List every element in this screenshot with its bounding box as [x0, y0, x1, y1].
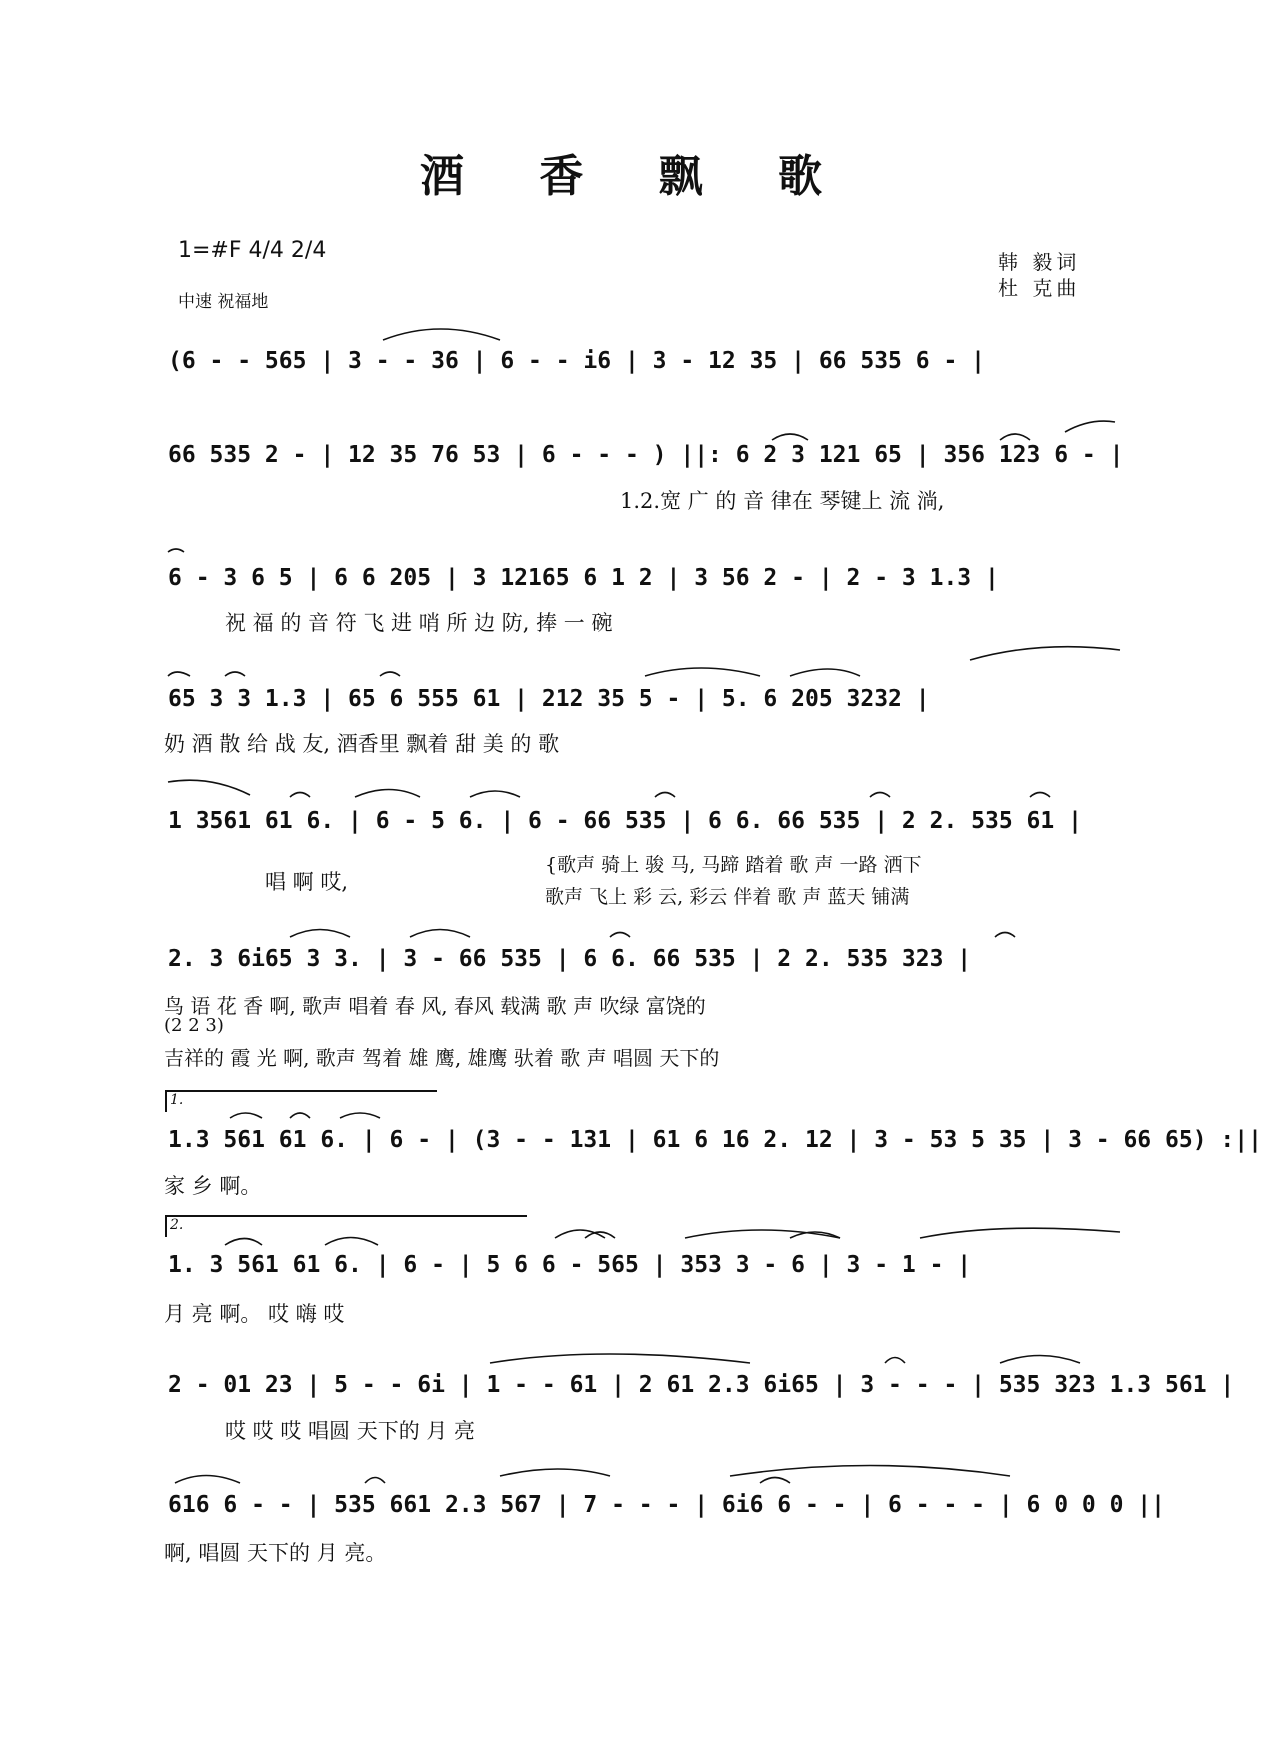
lyric-line-6-alt-notes: (2 2 3): [164, 1015, 224, 1036]
page-title: 酒 香 飘 歌: [420, 151, 852, 202]
lyric-line-9: 哎 哎 哎 唱圆 天下的 月 亮: [225, 1419, 476, 1443]
tempo-marking: 中速 祝福地: [178, 292, 269, 312]
composer-credit: 杜 克曲: [998, 276, 1081, 300]
score-line-6: 2. 3 6i65 3 3. | 3 - 66 535 | 6 6. 66 535 | 2 2. 535 323 |: [168, 946, 972, 972]
score-line-9: 2 - 01 23 | 5 - - 6i | 1 - - 61 | 2 61 2.3 6i65 | 3 - - - | 535 323 1.3 561 |: [168, 1372, 1235, 1398]
key-signature: 1=#F 4/4 2/4: [178, 238, 327, 263]
score-line-8: 1. 3 561 61 6. | 6 - | 5 6 6 - 565 | 353 3 - 6 | 3 - 1 - |: [168, 1252, 972, 1278]
lyric-line-5b: {歌声 骑上 骏 马, 马蹄 踏着 歌 声 一路 洒下: [545, 854, 922, 876]
score-line-5: 1 3561 61 6. | 6 - 5 6. | 6 - 66 535 | 6 6. 66 535 | 2 2. 535 61 |: [168, 808, 1082, 834]
score-line-2: 66 535 2 - | 12 35 76 53 | 6 - - - ) ||: 6 2 3 121 65 | 356 123 6 - |: [168, 442, 1124, 468]
second-ending-label: 2.: [170, 1217, 184, 1233]
score-line-7: 1.3 561 61 6. | 6 - | (3 - - 131 | 61 6 16 2. 12 | 3 - 53 5 35 | 3 - 66 65) :||: [168, 1127, 1262, 1153]
lyric-line-4: 奶 酒 散 给 战 友, 酒香里 飘着 甜 美 的 歌: [164, 732, 560, 756]
lyric-line-7: 家 乡 啊。: [164, 1174, 262, 1198]
lyric-line-8: 月 亮 啊。 哎 嗨 哎: [164, 1302, 345, 1326]
lyric-line-3: 祝 福 的 音 符 飞 进 哨 所 边 防, 捧 一 碗: [225, 611, 613, 635]
first-ending-label: 1.: [170, 1092, 184, 1108]
lyric-line-5c: 歌声 飞上 彩 云, 彩云 伴着 歌 声 蓝天 铺满: [545, 886, 910, 908]
score-line-1: (6 - - 565 | 3 - - 36 | 6 - - i6 | 3 - 12 35 | 66 535 6 - |: [168, 348, 985, 374]
lyric-line-5a: 唱 啊 哎,: [265, 870, 349, 894]
score-line-10: 616 6 - - | 535 661 2.3 567 | 7 - - - | 6i6 6 - - | 6 - - - | 6 0 0 0 ||: [168, 1492, 1165, 1518]
lyric-line-6b: 吉祥的 霞 光 啊, 歌声 驾着 雄 鹰, 雄鹰 驮着 歌 声 唱圆 天下的: [164, 1046, 720, 1070]
lyric-line-2: 1.2.宽 广 的 音 律在 琴键上 流 淌,: [620, 489, 945, 513]
lyric-line-6a: 鸟 语 花 香 啊, 歌声 唱着 春 风, 春风 载满 歌 声 吹绿 富饶的: [164, 994, 706, 1018]
score-line-3: 6 - 3 6 5 | 6 6 205 | 3 12165 6 1 2 | 3 56 2 - | 2 - 3 1.3 |: [168, 565, 999, 591]
score-line-4: 65 3 3 1.3 | 65 6 555 61 | 212 35 5 - | 5. 6 205 3232 |: [168, 686, 930, 712]
lyricist-credit: 韩 毅词: [998, 250, 1081, 274]
lyric-line-10: 啊, 唱圆 天下的 月 亮。: [164, 1541, 387, 1565]
